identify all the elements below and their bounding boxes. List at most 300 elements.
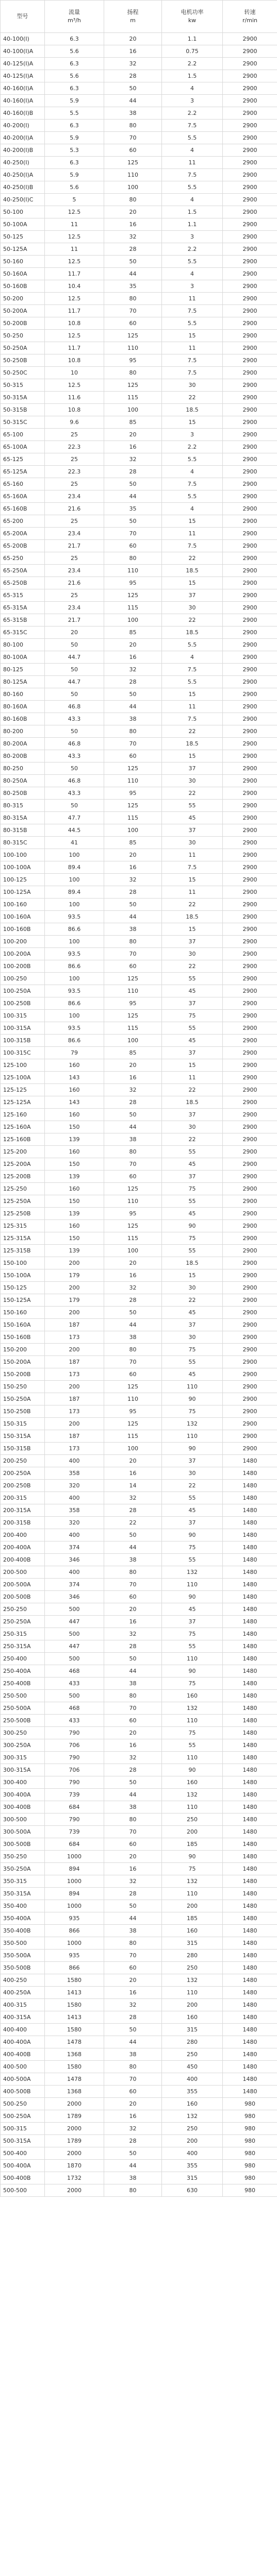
head-cell: 115 bbox=[104, 392, 162, 404]
table-row bbox=[1, 849, 277, 861]
head-cell: 125 bbox=[104, 973, 162, 985]
head-cell: 32 bbox=[104, 1084, 162, 1096]
model-cell: 50-100 bbox=[1, 206, 45, 218]
flow-cell: 21.7 bbox=[45, 540, 104, 552]
flow-cell: 79 bbox=[45, 1047, 104, 1059]
table-row bbox=[1, 218, 277, 231]
speed-cell: 1480 bbox=[223, 1814, 277, 1826]
power-cell: 90 bbox=[162, 1591, 223, 1603]
flow-cell: 739 bbox=[45, 1826, 104, 1838]
power-cell: 280 bbox=[162, 2036, 223, 2048]
model-cell: 100-315C bbox=[1, 1047, 45, 1059]
table-row bbox=[1, 45, 277, 58]
power-cell: 110 bbox=[162, 1381, 223, 1393]
speed-cell: 2900 bbox=[223, 911, 277, 923]
model-cell: 80-250 bbox=[1, 762, 45, 775]
head-cell: 60 bbox=[104, 1171, 162, 1183]
speed-cell: 2900 bbox=[223, 120, 277, 132]
power-cell: 15 bbox=[162, 874, 223, 886]
model-cell: 100-315 bbox=[1, 1010, 45, 1022]
model-cell: 80-250B bbox=[1, 787, 45, 800]
power-cell: 18.5 bbox=[162, 404, 223, 416]
speed-cell: 1480 bbox=[223, 1603, 277, 1616]
power-cell: 90 bbox=[162, 1764, 223, 1776]
head-cell: 60 bbox=[104, 540, 162, 552]
flow-cell: 500 bbox=[45, 1690, 104, 1702]
power-cell: 75 bbox=[162, 1863, 223, 1875]
flow-cell: 22.3 bbox=[45, 441, 104, 453]
speed-cell: 2900 bbox=[223, 1109, 277, 1121]
flow-cell: 1478 bbox=[45, 2073, 104, 2086]
speed-cell: 1480 bbox=[223, 1863, 277, 1875]
head-cell: 95 bbox=[104, 997, 162, 1010]
head-cell: 80 bbox=[104, 194, 162, 206]
head-cell: 125 bbox=[104, 1220, 162, 1232]
flow-cell: 139 bbox=[45, 1133, 104, 1146]
table-row bbox=[1, 33, 277, 45]
power-cell: 185 bbox=[162, 1912, 223, 1925]
power-cell: 90 bbox=[162, 1529, 223, 1541]
flow-cell: 179 bbox=[45, 1269, 104, 1282]
head-cell: 32 bbox=[104, 1999, 162, 2011]
flow-cell: 706 bbox=[45, 1739, 104, 1752]
power-cell: 45 bbox=[162, 1603, 223, 1616]
flow-cell: 25 bbox=[45, 478, 104, 490]
head-cell: 70 bbox=[104, 528, 162, 540]
head-cell: 110 bbox=[104, 169, 162, 181]
power-cell: 110 bbox=[162, 1579, 223, 1591]
model-cell: 100-160A bbox=[1, 911, 45, 923]
head-cell: 80 bbox=[104, 936, 162, 948]
model-cell: 50-160 bbox=[1, 256, 45, 268]
head-cell: 16 bbox=[104, 1616, 162, 1628]
flow-cell: 139 bbox=[45, 1171, 104, 1183]
table-row bbox=[1, 1381, 277, 1393]
table-row bbox=[1, 1171, 277, 1183]
flow-cell: 5.3 bbox=[45, 144, 104, 157]
table-row bbox=[1, 1863, 277, 1875]
head-cell: 28 bbox=[104, 1764, 162, 1776]
table-row bbox=[1, 1888, 277, 1900]
power-cell: 4 bbox=[162, 144, 223, 157]
head-cell: 44 bbox=[104, 1541, 162, 1554]
flow-cell: 139 bbox=[45, 1245, 104, 1257]
power-cell: 315 bbox=[162, 1937, 223, 1950]
flow-cell: 23.4 bbox=[45, 565, 104, 577]
speed-cell: 2900 bbox=[223, 676, 277, 688]
model-cell: 200-400B bbox=[1, 1554, 45, 1566]
table-row bbox=[1, 1220, 277, 1232]
table-row bbox=[1, 132, 277, 144]
model-cell: 150-160A bbox=[1, 1319, 45, 1331]
speed-cell: 2900 bbox=[223, 256, 277, 268]
power-cell: 30 bbox=[162, 775, 223, 787]
speed-cell: 2900 bbox=[223, 1220, 277, 1232]
head-cell: 110 bbox=[104, 342, 162, 354]
table-row bbox=[1, 639, 277, 651]
power-cell: 185 bbox=[162, 1838, 223, 1851]
power-cell: 11 bbox=[162, 528, 223, 540]
flow-cell: 44.7 bbox=[45, 651, 104, 664]
power-cell: 45 bbox=[162, 985, 223, 997]
power-cell: 250 bbox=[162, 2048, 223, 2061]
model-cell: 150-315B bbox=[1, 1443, 45, 1455]
table-row bbox=[1, 911, 277, 923]
model-cell: 125-250A bbox=[1, 1195, 45, 1208]
model-cell: 65-315C bbox=[1, 626, 45, 639]
flow-cell: 1000 bbox=[45, 1937, 104, 1950]
table-row bbox=[1, 626, 277, 639]
speed-cell: 2900 bbox=[223, 132, 277, 144]
model-cell: 40-160(I)B bbox=[1, 107, 45, 120]
table-row bbox=[1, 1925, 277, 1937]
model-cell: 50-125A bbox=[1, 243, 45, 256]
speed-cell: 1480 bbox=[223, 1764, 277, 1776]
flow-cell: 5.6 bbox=[45, 70, 104, 82]
table-row bbox=[1, 2123, 277, 2135]
speed-cell: 2900 bbox=[223, 157, 277, 169]
table-row bbox=[1, 1677, 277, 1690]
power-cell: 132 bbox=[162, 1702, 223, 1715]
power-cell: 90 bbox=[162, 1665, 223, 1677]
head-cell: 32 bbox=[104, 1492, 162, 1504]
power-cell: 55 bbox=[162, 1245, 223, 1257]
power-cell: 160 bbox=[162, 1925, 223, 1937]
power-cell: 11 bbox=[162, 886, 223, 899]
speed-cell: 2900 bbox=[223, 886, 277, 899]
model-cell: 50-250 bbox=[1, 330, 45, 342]
flow-cell: 46.8 bbox=[45, 738, 104, 750]
flow-cell: 12.5 bbox=[45, 293, 104, 305]
speed-cell: 2900 bbox=[223, 1096, 277, 1109]
flow-cell: 100 bbox=[45, 1010, 104, 1022]
flow-cell: 23.4 bbox=[45, 602, 104, 614]
power-cell: 18.5 bbox=[162, 1096, 223, 1109]
head-cell: 70 bbox=[104, 948, 162, 960]
power-cell: 160 bbox=[162, 2011, 223, 2024]
table-row bbox=[1, 317, 277, 330]
table-row bbox=[1, 1232, 277, 1245]
head-cell: 100 bbox=[104, 1035, 162, 1047]
model-cell: 100-250B bbox=[1, 997, 45, 1010]
table-row bbox=[1, 1430, 277, 1443]
speed-cell: 2900 bbox=[223, 540, 277, 552]
power-cell: 7.5 bbox=[162, 540, 223, 552]
speed-cell: 2900 bbox=[223, 45, 277, 58]
head-cell: 16 bbox=[104, 1072, 162, 1084]
power-cell: 7.5 bbox=[162, 169, 223, 181]
flow-cell: 20 bbox=[45, 626, 104, 639]
power-cell: 250 bbox=[162, 2123, 223, 2135]
speed-cell: 2900 bbox=[223, 342, 277, 354]
flow-cell: 50 bbox=[45, 688, 104, 701]
head-cell: 60 bbox=[104, 1838, 162, 1851]
table-row bbox=[1, 1443, 277, 1455]
flow-cell: 5.9 bbox=[45, 95, 104, 107]
head-cell: 70 bbox=[104, 132, 162, 144]
table-row bbox=[1, 1912, 277, 1925]
model-cell: 80-160A bbox=[1, 701, 45, 713]
head-cell: 115 bbox=[104, 1232, 162, 1245]
model-cell: 200-315B bbox=[1, 1517, 45, 1529]
model-cell: 100-200 bbox=[1, 936, 45, 948]
speed-cell: 2900 bbox=[223, 169, 277, 181]
head-cell: 100 bbox=[104, 404, 162, 416]
speed-cell: 1480 bbox=[223, 1925, 277, 1937]
power-cell: 15 bbox=[162, 577, 223, 589]
speed-cell: 1480 bbox=[223, 1554, 277, 1566]
table-row bbox=[1, 2036, 277, 2048]
flow-cell: 93.5 bbox=[45, 948, 104, 960]
power-cell: 5.5 bbox=[162, 181, 223, 194]
model-cell: 400-400B bbox=[1, 2048, 45, 2061]
model-cell: 250-500B bbox=[1, 1715, 45, 1727]
model-cell: 400-250A bbox=[1, 1987, 45, 1999]
table-row bbox=[1, 416, 277, 429]
head-cell: 20 bbox=[104, 849, 162, 861]
head-cell: 95 bbox=[104, 1405, 162, 1418]
model-cell: 125-160A bbox=[1, 1121, 45, 1133]
speed-cell: 2900 bbox=[223, 725, 277, 738]
speed-cell: 2900 bbox=[223, 973, 277, 985]
speed-cell: 1480 bbox=[223, 1492, 277, 1504]
column-header-label: 转速 bbox=[244, 9, 256, 15]
table-row bbox=[1, 775, 277, 787]
power-cell: 355 bbox=[162, 2160, 223, 2172]
head-cell: 85 bbox=[104, 626, 162, 639]
head-cell: 60 bbox=[104, 1715, 162, 1727]
flow-cell: 684 bbox=[45, 1838, 104, 1851]
head-cell: 125 bbox=[104, 330, 162, 342]
head-cell: 50 bbox=[104, 899, 162, 911]
head-cell: 38 bbox=[104, 713, 162, 725]
flow-cell: 44.5 bbox=[45, 824, 104, 837]
flow-cell: 100 bbox=[45, 973, 104, 985]
speed-cell: 2900 bbox=[223, 1356, 277, 1368]
power-cell: 55 bbox=[162, 1022, 223, 1035]
flow-cell: 173 bbox=[45, 1368, 104, 1381]
head-cell: 38 bbox=[104, 1554, 162, 1566]
table-row bbox=[1, 157, 277, 169]
flow-cell: 358 bbox=[45, 1467, 104, 1480]
power-cell: 3 bbox=[162, 231, 223, 243]
power-cell: 7.5 bbox=[162, 305, 223, 317]
power-cell: 55 bbox=[162, 1195, 223, 1208]
head-cell: 100 bbox=[104, 614, 162, 626]
flow-cell: 43.3 bbox=[45, 713, 104, 725]
model-cell: 125-315A bbox=[1, 1232, 45, 1245]
power-cell: 4 bbox=[162, 503, 223, 515]
power-cell: 3 bbox=[162, 429, 223, 441]
power-cell: 75 bbox=[162, 1628, 223, 1640]
head-cell: 125 bbox=[104, 1010, 162, 1022]
speed-cell: 2900 bbox=[223, 713, 277, 725]
speed-cell: 2900 bbox=[223, 1381, 277, 1393]
power-cell: 30 bbox=[162, 837, 223, 849]
power-cell: 55 bbox=[162, 1640, 223, 1653]
speed-cell: 2900 bbox=[223, 602, 277, 614]
table-row bbox=[1, 354, 277, 367]
flow-cell: 374 bbox=[45, 1541, 104, 1554]
head-cell: 44 bbox=[104, 701, 162, 713]
table-row bbox=[1, 1616, 277, 1628]
head-cell: 16 bbox=[104, 1269, 162, 1282]
model-cell: 125-315 bbox=[1, 1220, 45, 1232]
flow-cell: 866 bbox=[45, 1925, 104, 1937]
table-row bbox=[1, 1628, 277, 1640]
model-cell: 500-315A bbox=[1, 2135, 45, 2147]
model-cell: 350-500B bbox=[1, 1962, 45, 1974]
table-row bbox=[1, 1405, 277, 1418]
model-cell: 50-200B bbox=[1, 317, 45, 330]
head-cell: 85 bbox=[104, 837, 162, 849]
power-cell: 15 bbox=[162, 330, 223, 342]
flow-cell: 173 bbox=[45, 1443, 104, 1455]
model-cell: 150-200A bbox=[1, 1356, 45, 1368]
speed-cell: 2900 bbox=[223, 651, 277, 664]
flow-cell: 200 bbox=[45, 1307, 104, 1319]
flow-cell: 43.3 bbox=[45, 787, 104, 800]
table-row bbox=[1, 95, 277, 107]
flow-cell: 894 bbox=[45, 1888, 104, 1900]
head-cell: 44 bbox=[104, 1912, 162, 1925]
power-cell: 200 bbox=[162, 1900, 223, 1912]
flow-cell: 150 bbox=[45, 1195, 104, 1208]
speed-cell: 1480 bbox=[223, 2061, 277, 2073]
model-cell: 40-100(I)A bbox=[1, 45, 45, 58]
model-cell: 40-200(I)B bbox=[1, 144, 45, 157]
flow-cell: 93.5 bbox=[45, 911, 104, 923]
table-row bbox=[1, 1875, 277, 1888]
speed-cell: 2900 bbox=[223, 577, 277, 589]
table-row bbox=[1, 429, 277, 441]
head-cell: 95 bbox=[104, 1208, 162, 1220]
table-row bbox=[1, 293, 277, 305]
head-cell: 16 bbox=[104, 1987, 162, 1999]
table-row bbox=[1, 725, 277, 738]
flow-cell: 1789 bbox=[45, 2110, 104, 2123]
speed-cell: 1480 bbox=[223, 1529, 277, 1541]
flow-cell: 200 bbox=[45, 1418, 104, 1430]
model-cell: 40-250(I)C bbox=[1, 194, 45, 206]
flow-cell: 1732 bbox=[45, 2172, 104, 2184]
head-cell: 100 bbox=[104, 824, 162, 837]
flow-cell: 790 bbox=[45, 1752, 104, 1764]
power-cell: 7.5 bbox=[162, 713, 223, 725]
head-cell: 20 bbox=[104, 206, 162, 218]
speed-cell: 2900 bbox=[223, 1245, 277, 1257]
table-row bbox=[1, 1418, 277, 1430]
head-cell: 28 bbox=[104, 243, 162, 256]
speed-cell: 2900 bbox=[223, 1331, 277, 1344]
speed-cell: 2900 bbox=[223, 997, 277, 1010]
head-cell: 32 bbox=[104, 231, 162, 243]
flow-cell: 160 bbox=[45, 1109, 104, 1121]
power-cell: 90 bbox=[162, 1220, 223, 1232]
speed-cell: 2900 bbox=[223, 1232, 277, 1245]
table-row bbox=[1, 466, 277, 478]
power-cell: 37 bbox=[162, 1319, 223, 1331]
head-cell: 44 bbox=[104, 911, 162, 923]
table-row bbox=[1, 441, 277, 453]
table-row bbox=[1, 181, 277, 194]
table-row bbox=[1, 1158, 277, 1171]
flow-cell: 12.5 bbox=[45, 379, 104, 392]
power-cell: 55 bbox=[162, 973, 223, 985]
model-cell: 65-160B bbox=[1, 503, 45, 515]
table-row bbox=[1, 1702, 277, 1715]
power-header bbox=[162, 1, 223, 33]
model-cell: 100-200B bbox=[1, 960, 45, 973]
model-cell: 200-400 bbox=[1, 1529, 45, 1541]
speed-cell: 2900 bbox=[223, 1443, 277, 1455]
power-cell: 22 bbox=[162, 614, 223, 626]
flow-cell: 11.7 bbox=[45, 305, 104, 317]
head-cell: 28 bbox=[104, 2011, 162, 2024]
flow-cell: 790 bbox=[45, 1776, 104, 1789]
speed-cell: 2900 bbox=[223, 960, 277, 973]
power-cell: 75 bbox=[162, 1677, 223, 1690]
speed-cell: 2900 bbox=[223, 293, 277, 305]
head-cell: 38 bbox=[104, 107, 162, 120]
speed-cell: 2900 bbox=[223, 231, 277, 243]
flow-cell: 374 bbox=[45, 1579, 104, 1591]
table-row bbox=[1, 2184, 277, 2197]
speed-cell: 2900 bbox=[223, 1294, 277, 1307]
speed-cell: 2900 bbox=[223, 1133, 277, 1146]
head-cell: 38 bbox=[104, 2172, 162, 2184]
flow-cell: 25 bbox=[45, 515, 104, 528]
model-cell: 100-125A bbox=[1, 886, 45, 899]
speed-cell: 2900 bbox=[223, 379, 277, 392]
speed-cell: 980 bbox=[223, 2184, 277, 2197]
model-cell: 400-315A bbox=[1, 2011, 45, 2024]
table-row bbox=[1, 1603, 277, 1616]
head-cell: 50 bbox=[104, 1529, 162, 1541]
head-cell: 80 bbox=[104, 367, 162, 379]
model-cell: 80-100A bbox=[1, 651, 45, 664]
power-cell: 18.5 bbox=[162, 565, 223, 577]
head-cell: 20 bbox=[104, 1851, 162, 1863]
power-cell: 22 bbox=[162, 960, 223, 973]
table-row bbox=[1, 948, 277, 960]
head-cell: 110 bbox=[104, 1393, 162, 1405]
speed-cell: 1480 bbox=[223, 1851, 277, 1863]
head-cell: 22 bbox=[104, 1517, 162, 1529]
table-row bbox=[1, 589, 277, 602]
flow-cell: 500 bbox=[45, 1628, 104, 1640]
table-row bbox=[1, 379, 277, 392]
table-row bbox=[1, 1962, 277, 1974]
model-cell: 65-315B bbox=[1, 614, 45, 626]
model-cell: 125-100 bbox=[1, 1059, 45, 1072]
speed-cell: 2900 bbox=[223, 453, 277, 466]
model-cell: 350-400B bbox=[1, 1925, 45, 1937]
model-cell: 350-400 bbox=[1, 1900, 45, 1912]
table-row bbox=[1, 1814, 277, 1826]
table-row bbox=[1, 936, 277, 948]
power-cell: 90 bbox=[162, 1443, 223, 1455]
power-cell: 37 bbox=[162, 1517, 223, 1529]
speed-cell: 2900 bbox=[223, 441, 277, 453]
power-cell: 15 bbox=[162, 923, 223, 936]
speed-cell: 1480 bbox=[223, 1467, 277, 1480]
speed-cell: 1480 bbox=[223, 1690, 277, 1702]
model-cell: 250-400B bbox=[1, 1677, 45, 1690]
speed-cell: 2900 bbox=[223, 899, 277, 911]
model-cell: 125-160 bbox=[1, 1109, 45, 1121]
flow-cell: 6.3 bbox=[45, 157, 104, 169]
